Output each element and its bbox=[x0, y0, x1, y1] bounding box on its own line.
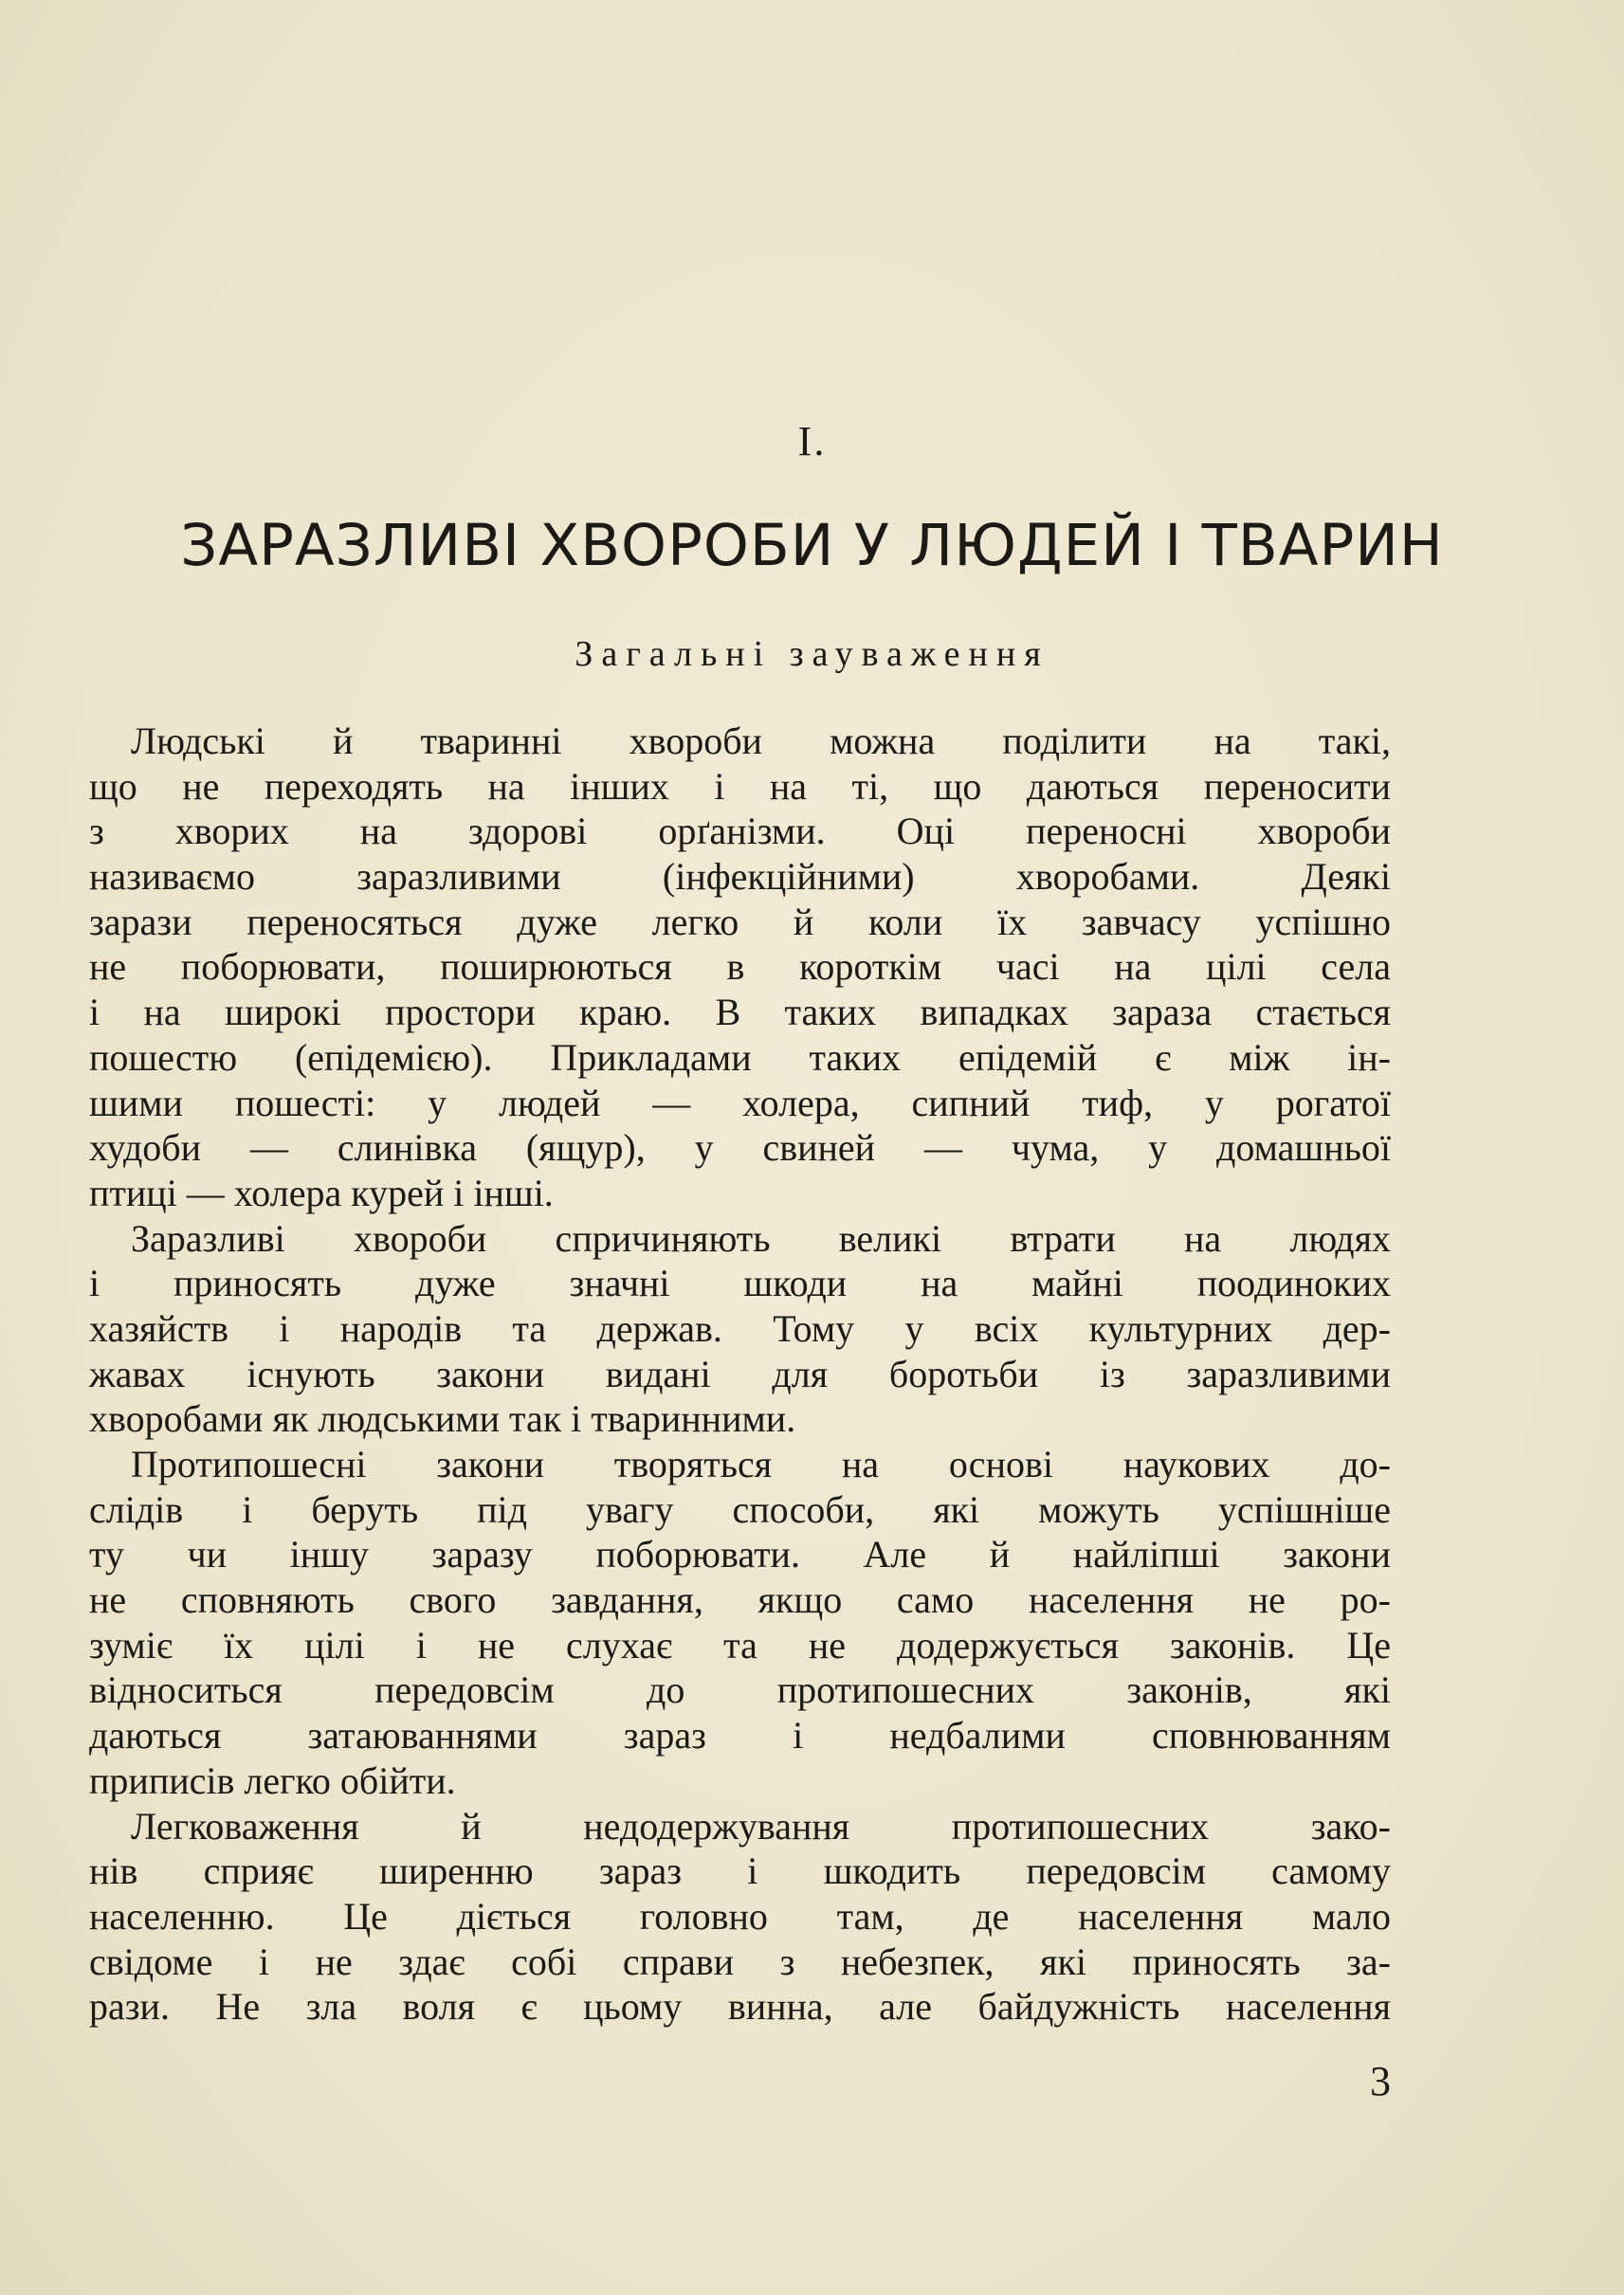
text-line: пошестю (епідемією). Прикладами таких епідемій є між ін- bbox=[89, 1035, 1391, 1079]
text-line: хазяйств і народів та держав. Тому у всіх культурних дер- bbox=[89, 1306, 1391, 1350]
text-line: рази. Не зла воля є цьому винна, але байдужність населення bbox=[89, 1985, 1391, 2029]
text-line: населенню. Це діється головно там, де населення мало bbox=[89, 1894, 1391, 1938]
text-line: худоби — слинівка (ящур), у свиней — чума, у домашньої bbox=[89, 1126, 1391, 1170]
text-line: не сповняють свого завдання, якщо само населення не ро- bbox=[89, 1578, 1391, 1622]
text-line: називаємо заразливими (інфекційними) хворобами. Деякі bbox=[89, 855, 1391, 899]
text-line: Легковаження й недодержування протипошесних зако- bbox=[131, 1804, 1391, 1848]
text-line: Заразливі хвороби спричиняють великі втрати на людях bbox=[131, 1216, 1391, 1260]
text-line: нів сприяє ширенню зараз і шкодить передовсім самому bbox=[89, 1849, 1391, 1893]
chapter-number: I. bbox=[797, 418, 827, 464]
text-line: слідів і беруть під увагу способи, які можуть успішніше bbox=[89, 1487, 1391, 1531]
text-line: відноситься передовсім до протипошесних законів, які bbox=[89, 1668, 1391, 1712]
text-line: птиці — холера курей і інші. bbox=[89, 1171, 554, 1214]
text-line: не поборювати, поширюються в короткім часі на цілі села bbox=[89, 945, 1391, 989]
chapter-title: ЗАРАЗЛИВІ ХВОРОБИ У ЛЮДЕЙ І ТВАРИН bbox=[180, 512, 1444, 579]
text-line: що не переходять на інших і на ті, що даються переносити bbox=[89, 764, 1391, 808]
page-number: 3 bbox=[1370, 2058, 1391, 2104]
text-line: даються затаюваннями зараз і недбалими сповнюванням bbox=[89, 1714, 1391, 1758]
text-line: зуміє їх цілі і не слухає та не додержується законів. Це bbox=[89, 1623, 1391, 1667]
body-text bbox=[89, 719, 1391, 2030]
text-line: і приносять дуже значні шкоди на майні поодиноких bbox=[89, 1262, 1391, 1305]
text-line: жавах існують закони видані для боротьби із заразливими bbox=[89, 1352, 1391, 1395]
text-line: з хворих на здорові орґанізми. Оці переносні хвороби bbox=[89, 810, 1391, 853]
text-line: зарази переносяться дуже легко й коли їх завчасу успішно bbox=[89, 900, 1391, 943]
text-line: хворобами як людськими так і тваринними. bbox=[89, 1397, 796, 1441]
text-line: ту чи іншу заразу поборювати. Але й найліпші закони bbox=[89, 1533, 1391, 1576]
section-title: Загальні зауваження bbox=[575, 634, 1049, 674]
text-line: Протипошесні закони творяться на основі наукових до- bbox=[131, 1443, 1391, 1485]
text-line: свідоме і не здає собі справи з небезпек, які приносять за- bbox=[89, 1940, 1391, 1983]
text-line: шими пошесті: у людей — холера, сипний тиф, у рогатої bbox=[89, 1081, 1391, 1124]
text-line: приписів легко обійти. bbox=[89, 1758, 456, 1802]
text-line: Людські й тваринні хвороби можна поділити на такі, bbox=[131, 719, 1391, 762]
text-line: і на широкі простори краю. В таких випадках зараза стається bbox=[89, 991, 1391, 1034]
